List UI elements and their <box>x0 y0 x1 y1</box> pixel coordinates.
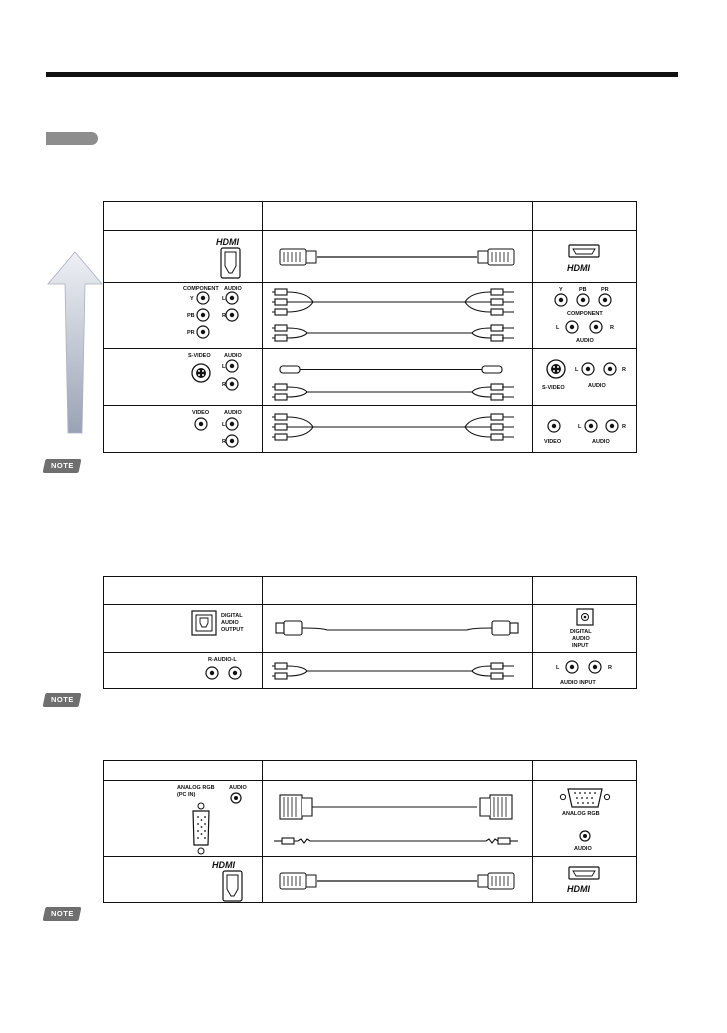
svg-text:PR: PR <box>187 330 195 336</box>
table-row-component <box>104 283 636 349</box>
svg-text:L: L <box>578 424 582 430</box>
svg-text:PR: PR <box>601 287 609 293</box>
svg-text:R: R <box>608 665 612 671</box>
svg-text:Y: Y <box>190 296 194 302</box>
audio-connection-table <box>103 576 637 689</box>
note-badge: NOTE <box>43 459 82 473</box>
table-header <box>104 202 636 231</box>
svg-text:OUTPUT: OUTPUT <box>221 627 244 633</box>
table-row-video <box>104 406 636 454</box>
svg-text:COMPONENT: COMPONENT <box>183 286 219 292</box>
svg-text:PB: PB <box>187 313 195 319</box>
svg-text:ANALOG RGB: ANALOG RGB <box>562 811 600 817</box>
rgb-and-audio-cable <box>262 781 532 856</box>
device-svideo-jacks <box>104 349 262 405</box>
composite-cable <box>262 406 532 454</box>
svg-text:R: R <box>622 367 626 373</box>
svg-text:VIDEO: VIDEO <box>544 439 562 445</box>
svg-text:L: L <box>222 296 226 302</box>
device-rgb-audio-jacks <box>104 781 262 856</box>
svg-text:ANALOG RGB: ANALOG RGB <box>177 785 215 791</box>
svg-text:AUDIO: AUDIO <box>229 785 247 791</box>
tv-optical-input <box>532 605 638 652</box>
svg-text:AUDIO: AUDIO <box>576 338 594 344</box>
device-video-jacks <box>104 406 262 454</box>
svg-text:L: L <box>556 325 560 331</box>
svg-text:(PC IN): (PC IN) <box>177 792 196 798</box>
svg-text:VIDEO: VIDEO <box>192 410 210 416</box>
device-component-jacks <box>104 283 262 348</box>
audio-cable <box>262 653 532 690</box>
table-row-svideo <box>104 349 636 406</box>
hdmi-logo: HDMI <box>212 860 235 870</box>
svg-text:L: L <box>222 422 226 428</box>
tv-audio-input <box>532 653 638 690</box>
svg-text:AUDIO: AUDIO <box>224 286 242 292</box>
svg-text:R-AUDIO-L: R-AUDIO-L <box>208 657 237 663</box>
tv-component-input <box>532 283 638 348</box>
pc-hdmi-cable <box>262 857 532 904</box>
table-row-analog-rgb <box>104 781 636 857</box>
pc-connection-table <box>103 760 637 903</box>
svg-text:AUDIO INPUT: AUDIO INPUT <box>560 680 596 686</box>
svg-text:R: R <box>622 424 626 430</box>
svg-text:DIGITAL: DIGITAL <box>570 629 592 635</box>
svg-text:Y: Y <box>559 287 563 293</box>
svg-text:AUDIO: AUDIO <box>588 383 606 389</box>
component-cable <box>262 283 532 348</box>
table-row-hdmi <box>104 231 636 283</box>
table-header <box>104 577 636 605</box>
svg-text:AUDIO: AUDIO <box>592 439 610 445</box>
device-optical-output <box>104 605 262 652</box>
table-row-digital-audio <box>104 605 636 653</box>
svg-text:L: L <box>575 367 579 373</box>
table-row-analog-audio <box>104 653 636 690</box>
svg-text:COMPONENT: COMPONENT <box>567 311 603 317</box>
svg-text:INPUT: INPUT <box>572 643 589 649</box>
svg-text:L: L <box>556 665 560 671</box>
svg-text:AUDIO: AUDIO <box>221 620 239 626</box>
svg-text:L: L <box>222 364 226 370</box>
quality-arrow-icon <box>46 250 104 435</box>
svg-text:R: R <box>222 313 226 319</box>
tv-svideo-input <box>532 349 638 405</box>
top-rule <box>46 72 678 77</box>
svg-text:DIGITAL: DIGITAL <box>221 613 243 619</box>
svg-text:AUDIO: AUDIO <box>224 410 242 416</box>
hdmi-logo: HDMI <box>567 263 590 273</box>
optical-cable <box>262 605 532 652</box>
device-hdmi-jack <box>104 231 262 282</box>
table-row-pc-hdmi <box>104 857 636 904</box>
svg-text:AUDIO: AUDIO <box>574 846 592 852</box>
tv-rgb-audio-input <box>532 781 638 856</box>
tv-video-input <box>532 406 638 454</box>
svg-text:S-VIDEO: S-VIDEO <box>188 353 211 359</box>
tv-hdmi-input <box>532 231 638 282</box>
note-badge: NOTE <box>43 693 82 707</box>
device-analog-audio-jacks <box>104 653 262 690</box>
video-connection-table <box>103 201 637 453</box>
device-pc-hdmi-jack <box>104 857 262 904</box>
svg-text:R: R <box>610 325 614 331</box>
svg-text:R: R <box>222 439 226 445</box>
svg-text:S-VIDEO: S-VIDEO <box>542 385 565 391</box>
svg-text:PB: PB <box>579 287 587 293</box>
svg-text:R: R <box>222 382 226 388</box>
svideo-cable <box>262 349 532 405</box>
table-header <box>104 761 636 781</box>
svg-text:AUDIO: AUDIO <box>224 353 242 359</box>
tv-pc-hdmi-input <box>532 857 638 904</box>
svg-text:AUDIO: AUDIO <box>572 636 590 642</box>
note-badge: NOTE <box>43 907 82 921</box>
hdmi-logo: HDMI <box>567 884 590 894</box>
section-marker <box>46 132 98 145</box>
hdmi-logo: HDMI <box>216 237 239 247</box>
hdmi-cable <box>262 231 532 282</box>
